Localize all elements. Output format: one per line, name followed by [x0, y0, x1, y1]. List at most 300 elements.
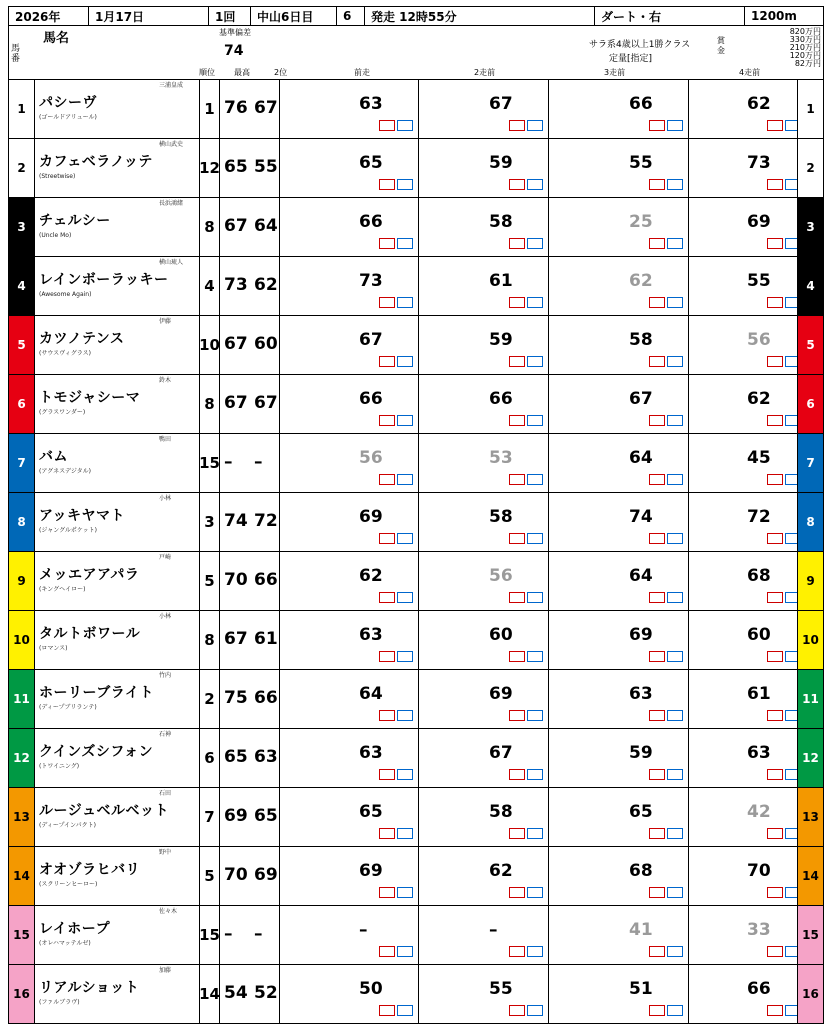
prev3-label: 3走前 — [604, 68, 626, 77]
distance: 1200m — [751, 9, 797, 23]
race-result-4[interactable] — [689, 965, 807, 1023]
sire: (トワイニング) — [39, 763, 80, 770]
horse-number: 14 — [9, 847, 35, 905]
race-result-3[interactable] — [549, 316, 689, 374]
race-result-3[interactable] — [549, 493, 689, 551]
jockey: 戸崎 — [159, 554, 172, 561]
second-score: 62 — [254, 275, 278, 295]
pace-marker — [379, 238, 395, 249]
best-score: 65 — [224, 157, 248, 177]
horse-info — [37, 434, 200, 492]
position-marker — [527, 120, 543, 131]
race-result-3[interactable] — [549, 80, 689, 138]
race-result-4[interactable] — [689, 906, 807, 964]
pace-marker — [379, 179, 395, 190]
race-result-2[interactable] — [419, 906, 549, 964]
position-marker — [527, 474, 543, 485]
position-marker — [397, 120, 413, 131]
position-marker — [397, 297, 413, 308]
pace-marker — [767, 651, 783, 662]
best-score: 54 — [224, 983, 248, 1003]
race-score: 62 — [747, 94, 771, 114]
race-result-3[interactable] — [549, 670, 689, 728]
race-result-2[interactable] — [419, 198, 549, 256]
race-score: 53 — [489, 448, 513, 468]
horse-number-right: 12 — [797, 729, 823, 787]
pace-marker — [649, 946, 665, 957]
weight-line: 定量[指定] — [609, 54, 653, 64]
race-result-2[interactable] — [419, 847, 549, 905]
best-scores — [220, 198, 280, 256]
horse-number: 5 — [9, 316, 35, 374]
race-result-3[interactable] — [549, 965, 689, 1023]
pace-marker — [509, 651, 525, 662]
race-result-1[interactable] — [280, 906, 419, 964]
horse-number-right: 10 — [797, 611, 823, 669]
horse-info — [37, 729, 200, 787]
class-line: サラ系4歳以上1勝クラス — [589, 40, 691, 50]
jockey: 石田 — [159, 790, 172, 797]
race-header — [8, 6, 824, 26]
horse-number-right: 1 — [797, 80, 823, 138]
jockey: 鴨田 — [159, 436, 172, 443]
race-result-3[interactable] — [549, 198, 689, 256]
position-marker — [397, 179, 413, 190]
position-marker — [397, 946, 413, 957]
position-marker — [527, 179, 543, 190]
horse-number: 4 — [9, 257, 35, 315]
race-result-3[interactable] — [549, 906, 689, 964]
horse-row[interactable] — [8, 316, 824, 375]
horse-name[interactable]: チェルシー — [39, 213, 111, 229]
horse-info — [37, 847, 200, 905]
race-result-1[interactable] — [280, 788, 419, 846]
race-score: 67 — [489, 743, 513, 763]
race-result-3[interactable] — [549, 611, 689, 669]
race-score: 63 — [629, 684, 653, 704]
race-result-4[interactable] — [689, 788, 807, 846]
rank: 3 — [200, 493, 220, 551]
race-result-1[interactable] — [280, 493, 419, 551]
pace-marker — [509, 415, 525, 426]
pace-marker — [649, 297, 665, 308]
pace-marker — [379, 297, 395, 308]
position-marker — [397, 415, 413, 426]
race-result-3[interactable] — [549, 139, 689, 197]
horse-number: 10 — [9, 611, 35, 669]
position-marker — [667, 356, 683, 367]
prev4-label: 4走前 — [739, 68, 761, 77]
position-marker — [527, 415, 543, 426]
race-result-1[interactable] — [280, 670, 419, 728]
race-result-4[interactable] — [689, 257, 807, 315]
race-score: 70 — [747, 861, 771, 881]
best-scores — [220, 552, 280, 610]
pace-marker — [509, 474, 525, 485]
second-score: 61 — [254, 629, 278, 649]
race-result-4[interactable] — [689, 847, 807, 905]
sire: (サウスヴィグラス) — [39, 350, 91, 357]
pace-marker — [509, 179, 525, 190]
rank: 10 — [200, 316, 220, 374]
horse-name[interactable]: クインズシフォン — [39, 744, 154, 760]
position-marker — [667, 297, 683, 308]
horse-name[interactable]: バム — [39, 449, 68, 465]
position-marker — [397, 769, 413, 780]
start-time: 発走 12時55分 — [365, 7, 595, 25]
race-score: 55 — [629, 153, 653, 173]
rank: 15 — [200, 434, 220, 492]
race-result-2[interactable] — [419, 493, 549, 551]
jockey: 長浜鴻緒 — [159, 200, 184, 207]
rank: 5 — [200, 847, 220, 905]
horse-number: 8 — [9, 493, 35, 551]
jockey: 野中 — [159, 849, 172, 856]
pace-marker — [649, 533, 665, 544]
rank: 7 — [200, 788, 220, 846]
race-result-4[interactable] — [689, 552, 807, 610]
race-score: 65 — [629, 802, 653, 822]
position-marker — [527, 710, 543, 721]
best-scores — [220, 139, 280, 197]
pace-marker — [767, 238, 783, 249]
horse-number: 6 — [9, 375, 35, 433]
rank: 12 — [200, 139, 220, 197]
best-scores — [220, 257, 280, 315]
race-score: 67 — [489, 94, 513, 114]
prev1-label: 前走 — [354, 68, 370, 77]
pace-marker — [379, 592, 395, 603]
position-marker — [667, 179, 683, 190]
pace-marker — [649, 179, 665, 190]
horse-name[interactable]: タルトボワール — [39, 626, 141, 642]
race-score: 65 — [359, 153, 383, 173]
second-score: 55 — [254, 157, 278, 177]
position-marker — [667, 769, 683, 780]
race-score: 63 — [359, 743, 383, 763]
race-result-4[interactable] — [689, 729, 807, 787]
second-score: 67 — [254, 98, 278, 118]
race-result-1[interactable] — [280, 611, 419, 669]
race-result-3[interactable] — [549, 375, 689, 433]
pace-marker — [767, 592, 783, 603]
pace-marker — [509, 533, 525, 544]
position-marker — [397, 887, 413, 898]
rank: 4 — [200, 257, 220, 315]
position-marker — [397, 651, 413, 662]
horse-name[interactable]: リアルショット — [39, 980, 140, 996]
horse-info — [37, 611, 200, 669]
horse-number-right: 14 — [797, 847, 823, 905]
race-score: 68 — [629, 861, 653, 881]
sire: (ディープブリランテ) — [39, 704, 97, 711]
pace-marker — [379, 120, 395, 131]
race-result-1[interactable] — [280, 316, 419, 374]
race-score: 67 — [629, 389, 653, 409]
race-score: 61 — [489, 271, 513, 291]
horse-number-right: 8 — [797, 493, 823, 551]
race-score: 73 — [747, 153, 771, 173]
jockey: 三浦皇成 — [159, 82, 184, 89]
jockey: 伊藤 — [159, 318, 172, 325]
horse-row[interactable] — [8, 198, 824, 257]
race-score: 66 — [489, 389, 513, 409]
horse-row[interactable] — [8, 847, 824, 906]
prize-2: 330万円 — [789, 35, 821, 44]
best-score: 67 — [224, 216, 248, 236]
race-score: 64 — [629, 448, 653, 468]
race-score: 64 — [359, 684, 383, 704]
horse-number-right: 4 — [797, 257, 823, 315]
jockey: 横山武史 — [159, 141, 184, 148]
pace-marker — [649, 120, 665, 131]
horse-row[interactable] — [8, 906, 824, 965]
race-result-3[interactable] — [549, 552, 689, 610]
position-marker — [527, 592, 543, 603]
horse-row[interactable] — [8, 139, 824, 198]
race-result-1[interactable] — [280, 434, 419, 492]
pace-marker — [379, 769, 395, 780]
pace-marker — [649, 415, 665, 426]
horse-name[interactable]: カツノテンス — [39, 331, 125, 347]
prize-4: 120万円 — [789, 51, 821, 60]
race-score: 72 — [747, 507, 771, 527]
horse-info — [37, 552, 200, 610]
horse-name[interactable]: レインボーラッキー — [39, 272, 169, 288]
best-scores — [220, 493, 280, 551]
race-score: 59 — [489, 330, 513, 350]
horse-row[interactable] — [8, 434, 824, 493]
horse-row[interactable] — [8, 80, 824, 139]
position-marker — [667, 238, 683, 249]
order-label: 順位 — [199, 68, 215, 77]
best-score: 65 — [224, 747, 248, 767]
race-result-4[interactable] — [689, 198, 807, 256]
horse-number-right: 6 — [797, 375, 823, 433]
race-result-1[interactable] — [280, 80, 419, 138]
horse-number-right: 5 — [797, 316, 823, 374]
horse-row[interactable] — [8, 257, 824, 316]
horse-row[interactable] — [8, 788, 824, 847]
race-score: 50 — [359, 979, 383, 999]
race-score: 62 — [629, 271, 653, 291]
col-no: 馬番 — [11, 44, 21, 64]
race-result-1[interactable] — [280, 198, 419, 256]
horse-number: 13 — [9, 788, 35, 846]
sire: (ロマンス) — [39, 645, 68, 652]
race-score: 60 — [747, 625, 771, 645]
best-scores — [220, 965, 280, 1023]
position-marker — [667, 946, 683, 957]
horse-number-right: 15 — [797, 906, 823, 964]
race-result-3[interactable] — [549, 788, 689, 846]
race-result-2[interactable] — [419, 552, 549, 610]
race-result-4[interactable] — [689, 670, 807, 728]
race-result-1[interactable] — [280, 552, 419, 610]
race-result-4[interactable] — [689, 316, 807, 374]
best-score: 69 — [224, 806, 248, 826]
horse-name[interactable]: アッキヤマト — [39, 508, 126, 524]
best-score: 75 — [224, 688, 248, 708]
race-score: 55 — [747, 271, 771, 291]
horse-row[interactable] — [8, 611, 824, 670]
horse-row[interactable] — [8, 493, 824, 552]
horse-number: 15 — [9, 906, 35, 964]
pace-marker — [509, 356, 525, 367]
horse-name[interactable]: パシーヴ — [39, 95, 97, 111]
race-result-2[interactable] — [419, 139, 549, 197]
race-result-1[interactable] — [280, 139, 419, 197]
race-score: 66 — [747, 979, 771, 999]
best-scores — [220, 316, 280, 374]
best-score: 70 — [224, 865, 248, 885]
pace-marker — [649, 887, 665, 898]
race-result-4[interactable] — [689, 611, 807, 669]
pace-marker — [509, 120, 525, 131]
horse-number-right: 9 — [797, 552, 823, 610]
horse-name[interactable]: メッエアアパラ — [39, 567, 140, 583]
jockey: 佐々木 — [159, 908, 178, 915]
position-marker — [397, 828, 413, 839]
race-result-2[interactable] — [419, 375, 549, 433]
pace-marker — [767, 297, 783, 308]
horse-name[interactable]: トモジャシーマ — [39, 390, 141, 406]
race-score: 63 — [359, 625, 383, 645]
rank: 2 — [200, 670, 220, 728]
rank: 5 — [200, 552, 220, 610]
position-marker — [397, 356, 413, 367]
second-score: 64 — [254, 216, 278, 236]
race-result-2[interactable] — [419, 729, 549, 787]
horse-row[interactable] — [8, 552, 824, 611]
best-score: 73 — [224, 275, 248, 295]
horse-number: 11 — [9, 670, 35, 728]
horse-name[interactable]: ホーリーブライト — [39, 685, 154, 701]
horse-info — [37, 139, 200, 197]
race-score: 69 — [747, 212, 771, 232]
pace-marker — [649, 828, 665, 839]
horse-number-right: 7 — [797, 434, 823, 492]
best-score: 76 — [224, 98, 248, 118]
pace-marker — [767, 828, 783, 839]
position-marker — [667, 887, 683, 898]
race-result-4[interactable] — [689, 493, 807, 551]
horse-number: 12 — [9, 729, 35, 787]
position-marker — [527, 533, 543, 544]
kai: 1回 — [209, 7, 251, 25]
race-result-2[interactable] — [419, 257, 549, 315]
horse-row[interactable] — [8, 670, 824, 729]
horse-number-right: 11 — [797, 670, 823, 728]
second-score: 52 — [254, 983, 278, 1003]
horse-name[interactable]: レイホープ — [39, 921, 111, 937]
race-result-1[interactable] — [280, 847, 419, 905]
race-result-1[interactable] — [280, 729, 419, 787]
horse-info — [37, 906, 200, 964]
rank: 8 — [200, 611, 220, 669]
position-marker — [397, 474, 413, 485]
race-result-3[interactable] — [549, 434, 689, 492]
column-header — [8, 26, 824, 80]
sire: (ゴールドアリュール) — [39, 114, 97, 121]
horse-name[interactable]: ルージュベルベット — [39, 803, 169, 819]
pace-marker — [509, 828, 525, 839]
race-result-2[interactable] — [419, 965, 549, 1023]
race-result-1[interactable] — [280, 375, 419, 433]
position-marker — [527, 946, 543, 957]
race-result-4[interactable] — [689, 139, 807, 197]
pace-marker — [379, 356, 395, 367]
race-result-2[interactable] — [419, 434, 549, 492]
best-score: 67 — [224, 629, 248, 649]
sire: (Streetwise) — [39, 173, 76, 180]
pace-marker — [767, 179, 783, 190]
pace-marker — [379, 415, 395, 426]
race-result-2[interactable] — [419, 670, 549, 728]
race-result-4[interactable] — [689, 80, 807, 138]
race-score: 58 — [489, 507, 513, 527]
pace-marker — [509, 1005, 525, 1016]
position-marker — [527, 297, 543, 308]
sire: (オレハマッテルゼ) — [39, 940, 91, 947]
horse-info — [37, 965, 200, 1023]
race-result-2[interactable] — [419, 316, 549, 374]
second-score: – — [254, 924, 263, 944]
pace-marker — [767, 120, 783, 131]
horse-row[interactable] — [8, 965, 824, 1024]
race-result-2[interactable] — [419, 611, 549, 669]
best-score: – — [224, 924, 233, 944]
race-score: 58 — [489, 802, 513, 822]
position-marker — [397, 238, 413, 249]
horse-row[interactable] — [8, 375, 824, 434]
second-score: 63 — [254, 747, 278, 767]
race-result-4[interactable] — [689, 375, 807, 433]
horse-name[interactable]: カフェベラノッテ — [39, 154, 153, 170]
position-marker — [397, 1005, 413, 1016]
race-result-4[interactable] — [689, 434, 807, 492]
pace-marker — [767, 769, 783, 780]
race-result-3[interactable] — [549, 729, 689, 787]
race-result-3[interactable] — [549, 257, 689, 315]
horse-info — [37, 493, 200, 551]
horse-row[interactable] — [8, 729, 824, 788]
race-result-2[interactable] — [419, 788, 549, 846]
best-scores — [220, 434, 280, 492]
best-scores — [220, 906, 280, 964]
horse-info — [37, 198, 200, 256]
race-result-3[interactable] — [549, 847, 689, 905]
pace-marker — [767, 946, 783, 957]
best-score: 67 — [224, 334, 248, 354]
second-score: 60 — [254, 334, 278, 354]
horse-name[interactable]: オオゾラヒバリ — [39, 862, 141, 878]
race-score: 33 — [747, 920, 771, 940]
horse-number: 3 — [9, 198, 35, 256]
pace-marker — [767, 710, 783, 721]
position-marker — [527, 769, 543, 780]
pace-marker — [379, 533, 395, 544]
race-result-2[interactable] — [419, 80, 549, 138]
race-score: 63 — [747, 743, 771, 763]
race-score: 69 — [629, 625, 653, 645]
race-result-1[interactable] — [280, 257, 419, 315]
position-marker — [667, 533, 683, 544]
horse-number: 1 — [9, 80, 35, 138]
horse-info — [37, 257, 200, 315]
pace-marker — [649, 592, 665, 603]
race-result-1[interactable] — [280, 965, 419, 1023]
